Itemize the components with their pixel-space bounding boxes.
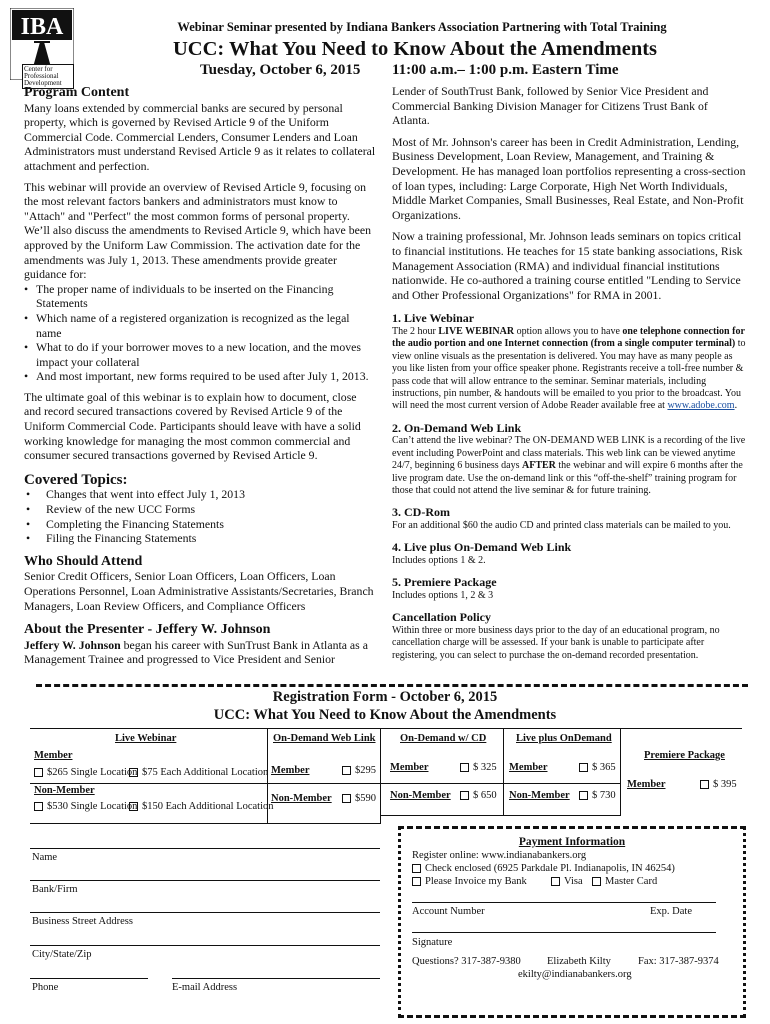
checkbox[interactable]: [460, 763, 469, 772]
list-item: • The proper name of individuals to be inserted on the Financing Statements: [24, 282, 376, 311]
presenter-intro-text: began his career with SunTrust Bank in Atlanta as a Management Trainee and progressed to Vice President and Senior: [24, 637, 368, 667]
checkbox[interactable]: [342, 794, 351, 803]
cd-member-option[interactable]: [460, 762, 497, 773]
option-1-text: [392, 326, 747, 413]
questions-phone: Questions? 317-387-9380: [412, 956, 521, 967]
table-divider: [620, 728, 621, 816]
account-number-field[interactable]: Account Number: [412, 906, 485, 917]
option-4-heading: 4. Live plus On-Demand Web Link: [392, 540, 572, 555]
right-column: [392, 84, 747, 662]
presenter-paragraph-2: Most of Mr. Johnson's career has been in Credit Administration, Lending, Business Development, Loan Review, Management, and Training & Development. He has managed loan portfolios representing a cross-section of loan types, including: Large Corporate, High Net Worth Individuals, Middle Market Companies, Small Businesses, Real Estate, and Non-Profit Organizations.: [392, 134, 746, 222]
lp-member-label: Member: [509, 762, 548, 773]
option-label: $295: [355, 765, 376, 776]
lp-member-option[interactable]: [579, 762, 616, 773]
presenter-paragraph-3: Now a training professional, Mr. Johnson leads seminars on topics critical to financial institutions. He teaches for 15 state banking associations, Risk Management Association (RMA) and individual financial institutions nationwide. He co-authored a training course entitled "Lending to Service and Other Professional Organizations" for RMA in 2001.: [392, 229, 743, 302]
live-member-label: Member: [34, 750, 73, 761]
pp-member-option[interactable]: [700, 779, 737, 790]
registration-title-line-1: Registration Form - October 6, 2015: [272, 689, 498, 705]
street-field[interactable]: Business Street Address: [32, 916, 133, 927]
option-5-heading: 5. Premiere Package: [392, 575, 497, 590]
street-field-line: [30, 912, 380, 913]
option-1-text-c: option allows you to have: [514, 325, 623, 337]
option-label: $590: [355, 793, 376, 804]
program-heading: Program Content: [24, 85, 130, 100]
event-date: Tuesday, October 6, 2015: [200, 62, 361, 78]
od-member-option[interactable]: [342, 765, 376, 776]
option-1-text-e: to view online visuals as the presentation is delivered. You may have as many people as you like listen from your office speaker phone. Registrants receive a toll-free number & pass code that will allow entrance to the seminar. Seminar materials, including instructions, pin number, & handouts will be emailed to you prior to the broadcast. You will need the most current version of Adobe Reader available free at: [392, 338, 746, 412]
left-column: [24, 84, 376, 667]
presenter-continued: Lender of SouthTrust Bank, followed by Senior Vice President and Commercial Banking Division Manager for Citizens Trust Bank of Atlanta.: [392, 84, 709, 128]
live-nonmember-label: Non-Member: [34, 785, 95, 796]
checkbox[interactable]: [592, 877, 601, 886]
live-nonmember-additional-option[interactable]: [129, 801, 274, 812]
option-2-text-b: AFTER: [522, 460, 556, 472]
checkbox[interactable]: [700, 780, 709, 789]
program-paragraph-1: Many loans extended by commercial banks are secured by personal property, which is governed by Revised Article 9 of the Uniform Commercial Code. Commercial Lenders, Consumer Lenders and Loan Administrators must understand Revised Article 9 as it relates to collateral attachment and perfection.: [24, 100, 376, 173]
option-label: $150 Each Additional Location: [142, 801, 274, 812]
checkbox[interactable]: [34, 802, 43, 811]
phone-field-line: [30, 978, 148, 979]
cd-member-label: Member: [390, 762, 429, 773]
list-item: • Changes that went into effect July 1, 2013: [24, 487, 376, 502]
option-1-text-d: one telephone connection for the audio portion and one Internet connection (from a single computer terminal): [392, 325, 745, 350]
option-label: $ 395: [713, 779, 737, 790]
option-label: $75 Each Additional Location: [142, 767, 269, 778]
registration-title: [120, 688, 650, 724]
list-item: • What to do if your borrower moves to a new location, and the moves impact your collateral: [24, 340, 376, 369]
logo-text: IBA: [20, 14, 64, 40]
pp-member-label: Member: [627, 779, 666, 790]
attend-heading: Who Should Attend: [24, 553, 143, 569]
od-member-label: Member: [271, 765, 310, 776]
option-label: $ 650: [473, 790, 497, 801]
fax-number: Fax: 317-387-9374: [638, 956, 719, 967]
live-nonmember-single-option[interactable]: [34, 801, 137, 812]
check-enclosed-option[interactable]: [412, 862, 675, 875]
email-field-line: [172, 978, 380, 979]
option-label: $ 325: [473, 762, 497, 773]
city-field-line: [30, 945, 380, 946]
option-2-text-a: Can’t attend the live webinar? The ON-DEMAND WEB LINK is a recording of the live event including PowerPoint and class materials. This web link can be viewed anytime 24/7, beginning 6 business days: [392, 435, 746, 472]
od-nonmember-label: Non-Member: [271, 793, 332, 804]
option-2-heading: 2. On-Demand Web Link: [392, 420, 522, 435]
table-row-rule: [267, 783, 620, 784]
option-1-heading: 1. Live Webinar: [392, 311, 475, 326]
city-field[interactable]: City/State/Zip: [32, 949, 92, 960]
program-paragraph-2: This webinar will provide an overview of Revised Article 9, focusing on the most relevant factors bankers and administrators must know to "Attach" and "Perfect" the most common forms of personal property. We’ll also discuss the amendments to Revised Article 9, which have been approved by the Uniform Law Commission. The activation date for the amendments was July 1, 2013. These amendments provide greater guidance for:: [24, 179, 371, 282]
live-plus-header: Live plus OnDemand: [516, 733, 612, 744]
cd-nonmember-label: Non-Member: [390, 790, 451, 801]
lp-nonmember-option[interactable]: [579, 790, 616, 801]
option-1-text-b: LIVE WEBINAR: [438, 325, 515, 337]
option-5-text: Includes options 1, 2 & 3: [392, 589, 494, 601]
option-label: Check enclosed (6925 Parkdale Pl. Indianapolis, IN 46254): [425, 863, 675, 874]
presenter-heading: About the Presenter - Jeffery W. Johnson: [24, 622, 271, 638]
checkbox[interactable]: [460, 791, 469, 800]
presented-by-line: Webinar Seminar presented by Indiana Bankers Association Partnering with Total Training: [177, 20, 667, 34]
list-item: • Which name of a registered organization is recognized as the legal name: [24, 311, 376, 340]
ondemand-cd-header: On-Demand w/ CD: [400, 733, 487, 744]
cd-nonmember-option[interactable]: [460, 790, 497, 801]
visa-option[interactable]: [551, 875, 583, 888]
option-label: Visa: [564, 876, 583, 887]
option-label: $ 365: [592, 762, 616, 773]
option-4-text: Includes options 1 & 2.: [392, 554, 486, 566]
checkbox[interactable]: [342, 766, 351, 775]
option-label: Please Invoice my Bank: [425, 876, 527, 887]
list-item: • And most important, new forms required to be used after July 1, 2013.: [24, 369, 376, 384]
table-divider: [503, 728, 504, 816]
name-field-line: [30, 848, 380, 849]
program-bullets: [24, 282, 376, 384]
premiere-header: Premiere Package: [644, 750, 725, 761]
list-item: • Review of the new UCC Forms: [24, 502, 376, 517]
contact-name: Elizabeth Kilty: [547, 956, 611, 967]
checkbox[interactable]: [129, 768, 138, 777]
signature-field-line: [412, 932, 716, 933]
register-online-text: Register online: www.indianabankers.org: [412, 850, 587, 861]
ondemand-link-header: On-Demand Web Link: [273, 733, 376, 744]
option-2-text: [392, 435, 747, 497]
option-3-text: For an additional $60 the audio CD and printed class materials can be mailed to you.: [392, 519, 731, 531]
checkbox[interactable]: [34, 768, 43, 777]
live-member-additional-option[interactable]: [129, 767, 268, 778]
live-member-single-option[interactable]: [34, 767, 137, 778]
iba-logo: [10, 8, 74, 87]
option-label: $530 Single Location: [47, 801, 138, 812]
option-1-text-a: The 2 hour: [392, 325, 439, 337]
live-webinar-header: Live Webinar: [115, 733, 177, 744]
page-title: UCC: What You Need to Know About the Amendments: [172, 38, 658, 60]
name-field[interactable]: Name: [32, 852, 58, 863]
list-item: • Completing the Financing Statements: [24, 517, 376, 532]
email-field[interactable]: E-mail Address: [172, 982, 238, 993]
option-label: $265 Single Location: [47, 767, 138, 778]
checkbox[interactable]: [412, 877, 421, 886]
checkbox[interactable]: [579, 791, 588, 800]
option-label: Master Card: [605, 876, 658, 887]
event-time: 11:00 a.m.– 1:00 p.m. Eastern Time: [392, 62, 619, 78]
table-bottom-rule-left: [30, 823, 380, 824]
presenter-intro: [24, 638, 376, 667]
attend-text: Senior Credit Officers, Senior Loan Officers, Loan Officers, Loan Operations Personnel, Loan Administrative Assistants/Secretaries, Branch Managers, Loan Review Officers, and Compliance Officers: [24, 569, 374, 613]
option-label: $ 730: [592, 790, 616, 801]
form-separator: [36, 684, 748, 687]
signature-field[interactable]: Signature: [412, 937, 453, 948]
list-item: • Filing the Financing Statements: [24, 531, 376, 546]
option-2-text-c: the webinar and will expire 6 months after the live program date. Use the on-demand link or this “off-the-shelf” training program for those that could not attend the live seminar & for future training.: [392, 460, 743, 496]
lp-nonmember-label: Non-Member: [509, 790, 570, 801]
table-top-rule: [30, 728, 742, 729]
od-nonmember-option[interactable]: [342, 793, 376, 804]
program-paragraph-3: The ultimate goal of this webinar is to explain how to document, close and record secured transactions covered by Revised Article 9 of the Uniform Commercial Code. Participants should leave with have a solid working knowledge for managing the most common commercial and consumer secured transactions governed by Revised Article 9.: [24, 389, 361, 463]
invoice-option[interactable]: [412, 875, 527, 888]
covered-heading: Covered Topics:: [24, 471, 128, 488]
mastercard-option[interactable]: [592, 875, 657, 888]
presenter-name: Jeffery W. Johnson: [24, 637, 121, 652]
table-row-rule: [380, 815, 620, 816]
option-3-heading: 3. CD-Rom: [392, 505, 450, 520]
option-1-text-f: .: [734, 400, 738, 412]
account-field-line: [412, 902, 716, 903]
logo-subtitle: Center for Professional Development: [22, 64, 74, 89]
bank-field-line: [30, 880, 380, 881]
checkbox[interactable]: [579, 763, 588, 772]
covered-list: [24, 487, 376, 545]
cancellation-heading: Cancellation Policy: [392, 610, 491, 625]
adobe-link[interactable]: www.adobe.com: [667, 400, 735, 412]
payment-heading: Payment Information: [518, 836, 626, 848]
table-row-rule: [30, 783, 267, 784]
checkbox[interactable]: [551, 877, 560, 886]
bank-field[interactable]: Bank/Firm: [32, 884, 78, 895]
contact-email[interactable]: ekilty@indianabankers.org: [518, 969, 632, 980]
checkbox[interactable]: [129, 802, 138, 811]
phone-field[interactable]: Phone: [32, 982, 59, 993]
cancellation-text: Within three or more business days prior to the day of an educational program, no cancellation charge will be assessed. If your bank is unable to participate after registering, you can select to purchase the on-demand recorded presentation.: [392, 624, 720, 661]
exp-date-field[interactable]: Exp. Date: [650, 906, 692, 917]
table-divider: [380, 728, 381, 824]
checkbox[interactable]: [412, 864, 421, 873]
registration-title-line-2: UCC: What You Need to Know About the Amendments: [213, 707, 557, 723]
